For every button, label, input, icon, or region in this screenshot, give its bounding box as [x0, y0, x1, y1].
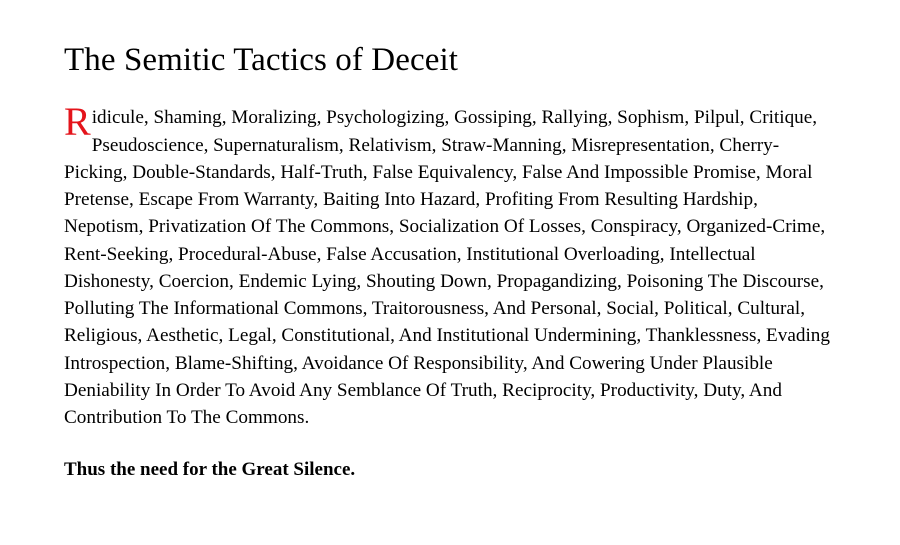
closing-statement: Thus the need for the Great Silence.: [64, 459, 356, 481]
page-title: The Semitic Tactics of Deceit: [64, 42, 459, 78]
drop-cap-letter: R: [64, 99, 91, 145]
body-text: idicule, Shaming, Moralizing, Psychologizing, Gossiping, Rallying, Sophism, Pilpul, Critique, Pseudoscience, Supernaturalism, Relativism, Straw-Manning, Misrepresentation, Cherry-Picking, Double-Standards, Half-Truth, False Equivalency, False And Impossible Promise, Moral Pretense, Escape From Warranty, Baiting Into Hazard, Profiting From Resulting Hardship, Nepotism, Privatization Of The Commons, Socialization Of Losses, Conspiracy, Organized-Crime, Rent-Seeking, Procedural-Abuse, False Accusation, Institutional Overloading, Intellectual Dishonesty, Coercion, Endemic Lying, Shouting Down, Propagandizing, Poisoning The Discourse, Polluting The Informational Commons, Traitorousness, And Personal, Social, Political, Cultural, Religious, Aesthetic, Legal, Constitutional, And Institutional Undermining, Thanklessness, Evading Introspection, Blame-Shifting, Avoidance Of Responsibility, And Cowering Under Plausible Deniability In Order To Avoid Any Semblance Of Truth, Reciprocity, Productivity, Duty, And Contribution To The Commons.: [64, 107, 830, 429]
body-paragraph: [64, 99, 836, 431]
